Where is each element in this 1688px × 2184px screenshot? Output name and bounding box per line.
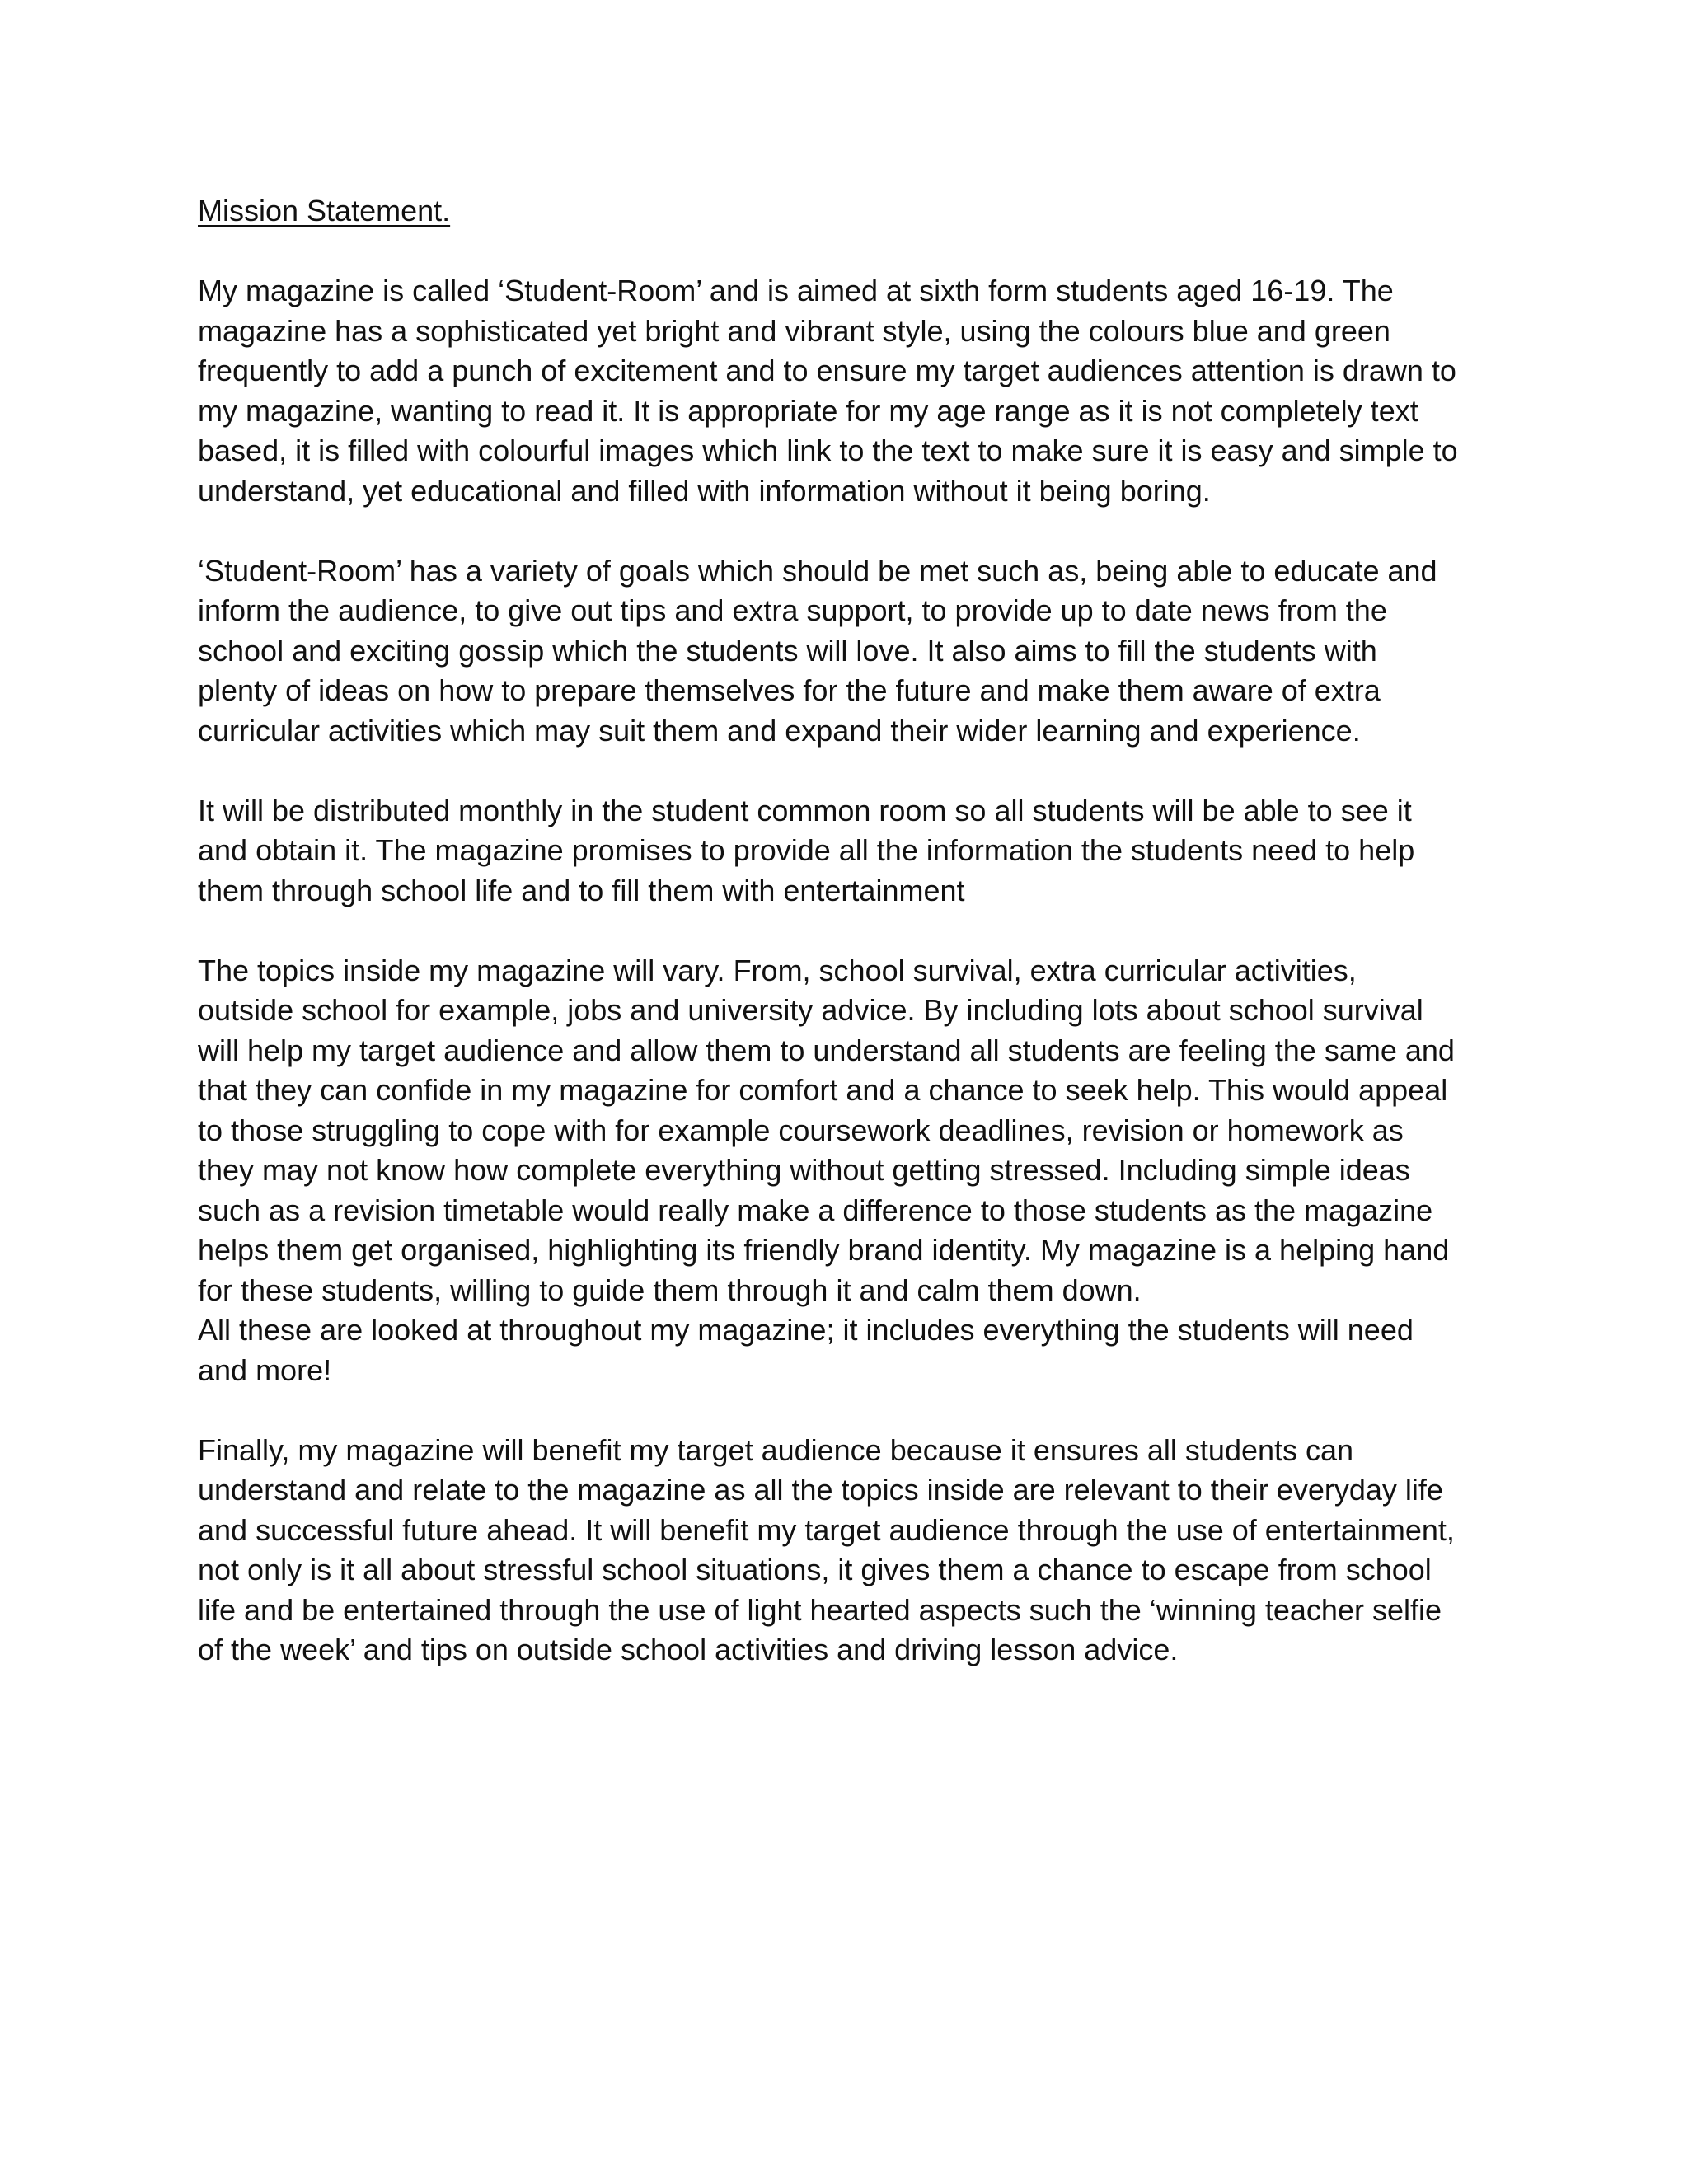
text-line: them through school life and to fill them with entertainment (198, 873, 965, 907)
text-line: All these are looked at throughout my magazine; it includes everything the students will need (198, 1313, 1414, 1347)
paragraph (198, 551, 1500, 752)
text-line: frequently to add a punch of excitement and to ensure my target audiences attention is drawn to (198, 354, 1456, 387)
paragraph-list (198, 271, 1500, 1671)
document-title: Mission Statement. (198, 194, 451, 227)
text-line: not only is it all about stressful school situations, it gives them a chance to escape from school (198, 1553, 1432, 1586)
text-line: outside school for example, jobs and university advice. By including lots about school survival (198, 993, 1423, 1027)
paragraph (198, 271, 1500, 511)
text-line: life and be entertained through the use of light hearted aspects such the ‘winning teacher selfie (198, 1592, 1442, 1627)
text-line: will help my target audience and allow them to understand all students are feeling the same and (198, 1033, 1455, 1067)
document-body (198, 191, 1500, 1710)
paragraph (198, 791, 1500, 912)
text-line: school and exciting gossip which the students will love. It also aims to fill the students with (198, 633, 1377, 668)
text-line: It will be distributed monthly in the student common room so all students will be able to see it (198, 793, 1412, 827)
text-line: inform the audience, to give out tips and extra support, to provide up to date news from the (198, 593, 1387, 627)
text-line: Finally, my magazine will benefit my target audience because it ensures all students can (198, 1432, 1354, 1467)
text-line: curricular activities which may suit them and expand their wider learning and experience. (198, 713, 1361, 748)
text-line: The topics inside my magazine will vary. From, school survival, extra curricular activities, (198, 953, 1357, 987)
text-line: for these students, willing to guide them through it and calm them down. (198, 1272, 1142, 1307)
text-line: based, it is filled with colourful images which link to the text to make sure it is easy and simple to (198, 434, 1458, 467)
text-line: and obtain it. The magazine promises to provide all the information the students need to help (198, 833, 1415, 867)
text-line: My magazine is called ‘Student-Room’ and is aimed at sixth form students aged 16-19. The (198, 274, 1394, 307)
text-line: understand, yet educational and filled with information without it being boring. (198, 473, 1211, 508)
text-line: understand and relate to the magazine as all the topics inside are relevant to their everyday life (198, 1473, 1443, 1507)
text-line: to those struggling to cope with for example coursework deadlines, revision or homework as (198, 1113, 1404, 1147)
text-line: of the week’ and tips on outside school activities and driving lesson advice. (198, 1633, 1179, 1666)
text-line: that they can confide in my magazine for comfort and a chance to seek help. This would appeal (198, 1073, 1448, 1107)
text-line: my magazine, wanting to read it. It is appropriate for my age range as it is not completely text (198, 393, 1418, 428)
paragraph (198, 951, 1500, 1391)
text-line: magazine has a sophisticated yet bright and vibrant style, using the colours blue and green (198, 313, 1390, 348)
text-line: and successful future ahead. It will benefit my target audience through the use of entertainment, (198, 1512, 1455, 1547)
text-line: helps them get organised, highlighting its friendly brand identity. My magazine is a helping hand (198, 1233, 1450, 1267)
text-line: they may not know how complete everything without getting stressed. Including simple ideas (198, 1153, 1410, 1187)
text-line: plenty of ideas on how to prepare themselves for the future and make them aware of extra (198, 673, 1381, 707)
paragraph (198, 1431, 1500, 1671)
text-line: such as a revision timetable would really make a difference to those students as the magazine (198, 1193, 1433, 1227)
text-line: and more! (198, 1352, 332, 1387)
text-line: ‘Student-Room’ has a variety of goals which should be met such as, being able to educate and (198, 553, 1437, 588)
